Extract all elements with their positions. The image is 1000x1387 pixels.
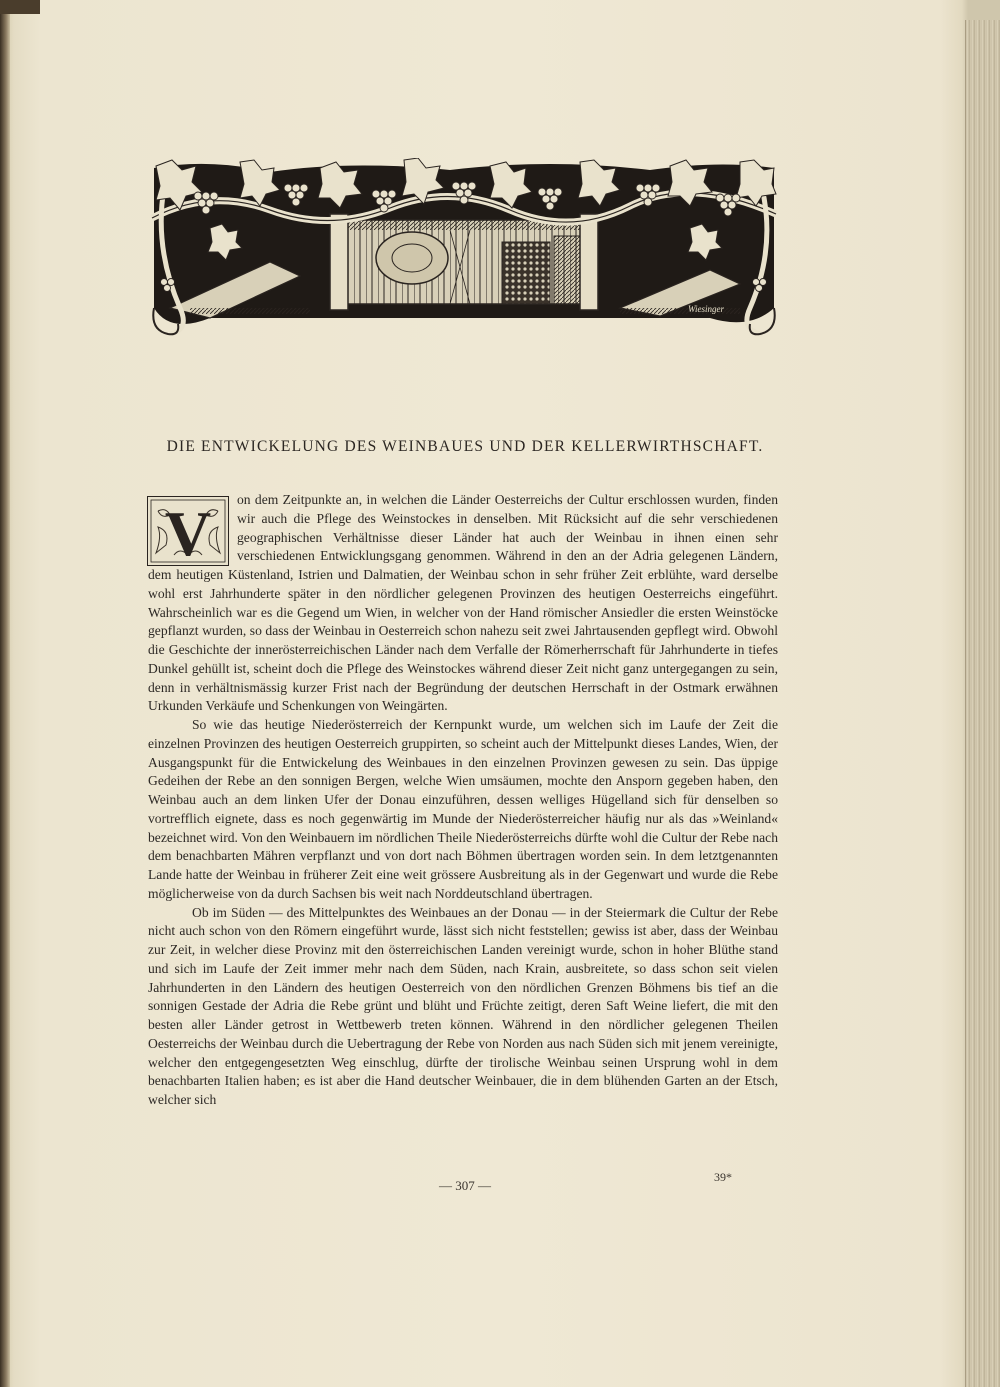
signature-mark: 39*	[714, 1170, 732, 1184]
paragraph-3: Ob im Süden — des Mittelpunktes des Weinbaues an der Donau — in der Steiermark die Cultur der Rebe nicht auch schon von den Römern eingeführt wurde, lässt sich nicht feststellen; gewiss ist aber, dass der Weinbau zur Zeit, in welcher diese Provinz mit den österreichischen Landen vereinigt wurde, schon in hoher Blüthe stand und sich im Laufe der Zeit immer mehr nach dem Süden, nach Krain, ausbreitete, so dass schon seit vielen Jahrhunderten in den Ländern des heutigen Oesterreich von den nördlichen Grenzen Böhmens bis tief an die sonnigen Gestade der Adria die Rebe grünt und blüht und Früchte zeitigt, deren Saft Weine liefert, die mit den besten aller Länder getrost in Wettbewerb treten können. Während in den nördlicher gelegenen Theilen Oesterreichs der Weinbau durch die Uebertragung der Rebe von Norden aus nach Süden sich mit jenem vereinigte, welcher den entgegengesetzten Weg einschlug, dürfte der tirolische Weinbau seinen Ursprung wohl in dem benachbarten Italien haben; es ist aber die Hand deutscher Weinbauer, die in dem blühenden Garten an der Etsch, welcher sich	[148, 904, 778, 1107]
article-body	[148, 491, 778, 1110]
paragraph-1-text: on dem Zeitpunkte an, in welchen die Länder Oesterreichs der Cultur erschlossen wurden, finden wir auch die Pflege des Weinstockes in denselben. Mit Rücksicht auf die sehr verschiedenen geographischen Verhältnisse dieser Länder hat auch der Weinbau in ihnen einen sehr verschiedenen Entwicklungsgang genommen. Während in den an der Adria gelegenen Ländern, dem heutigen Küstenland, Istrien und Dalmatien, der Weinbau schon in sehr früher Zeit erblühte, ward derselbe wohl erst Jahrhunderte später in den nördlicher gelegenen Provinzen des heutigen Oesterreichs eingeführt. Wahrscheinlich war es die Gegend um Wien, in welcher von der Hand römischer Ansiedler die ersten Weinstöcke gepflanzt wurden, so dass der Weinbau in Oesterreich schon nahezu seit zwei Jahrtausenden gepflegt wird. Obwohl die Geschichte der innerösterreichischen Länder nach dem Verfalle der Römerherrschaft für Jahrhunderte in tiefes Dunkel gehüllt ist, scheint doch die Pflege des Weinstockes während dieser Zeit nicht ganz untergegangen zu sein, denn in verhältnismässig kurzer Frist nach der Begründung der deutschen Herrschaft in der Ostmark erwähnen Urkunden Verkäufe und Schenkungen von Weingärten.	[148, 492, 778, 714]
drop-cap	[147, 496, 229, 566]
page-stack-edge	[965, 20, 1000, 1387]
vine-cellar-illustration-icon	[150, 158, 778, 338]
artist-signature: Wiesinger	[688, 304, 724, 314]
chapter-title: DIE ENTWICKELUNG DES WEINBAUES UND DER KELLERWIRTHSCHAFT.	[166, 438, 764, 455]
page-number: — 307 —	[439, 1178, 491, 1193]
paragraph-1	[148, 491, 778, 716]
binding-edge	[0, 0, 10, 1387]
paragraph-2: So wie das heutige Niederösterreich der Kernpunkt wurde, um welchen sich im Laufe der Zeit die einzelnen Provinzen des heutigen Oesterreich gruppirten, so scheint auch der Mittelpunkt dieses Landes, Wien, der Ausgangspunkt für die Entwickelung des Weinbaues in den einzelnen Provinzen gewesen zu sein. Das üppige Gedeihen der Rebe an den sonnigen Bergen, welche Wien umsäumen, mochte den Ansporn gegeben haben, den Weinbau auch an dem linken Ufer der Donau einzuführen, dessen welliges Hügelland sich für denselben so vortrefflich eignete, dass es noch gegenwärtig im Munde der Niederösterreicher häufig nur als das »Weinland« bezeichnet wird. Von den Weinbauern im nördlichen Theile Niederösterreichs dürfte wohl die Cultur der Rebe nach dem benachbarten Mähren verpflanzt und von dort nach Böhmen übertragen worden sein. In dem letztgenannten Lande hatte der Weinbau in früherer Zeit eine weit grössere Ausbreitung als in der Gegenwart und wurde die Rebe möglicherweise von da durch Sachsen bis weit nach Norddeutschland übertragen.	[148, 717, 778, 901]
drop-cap-letter: V	[164, 498, 212, 565]
cover-corner	[0, 0, 40, 14]
